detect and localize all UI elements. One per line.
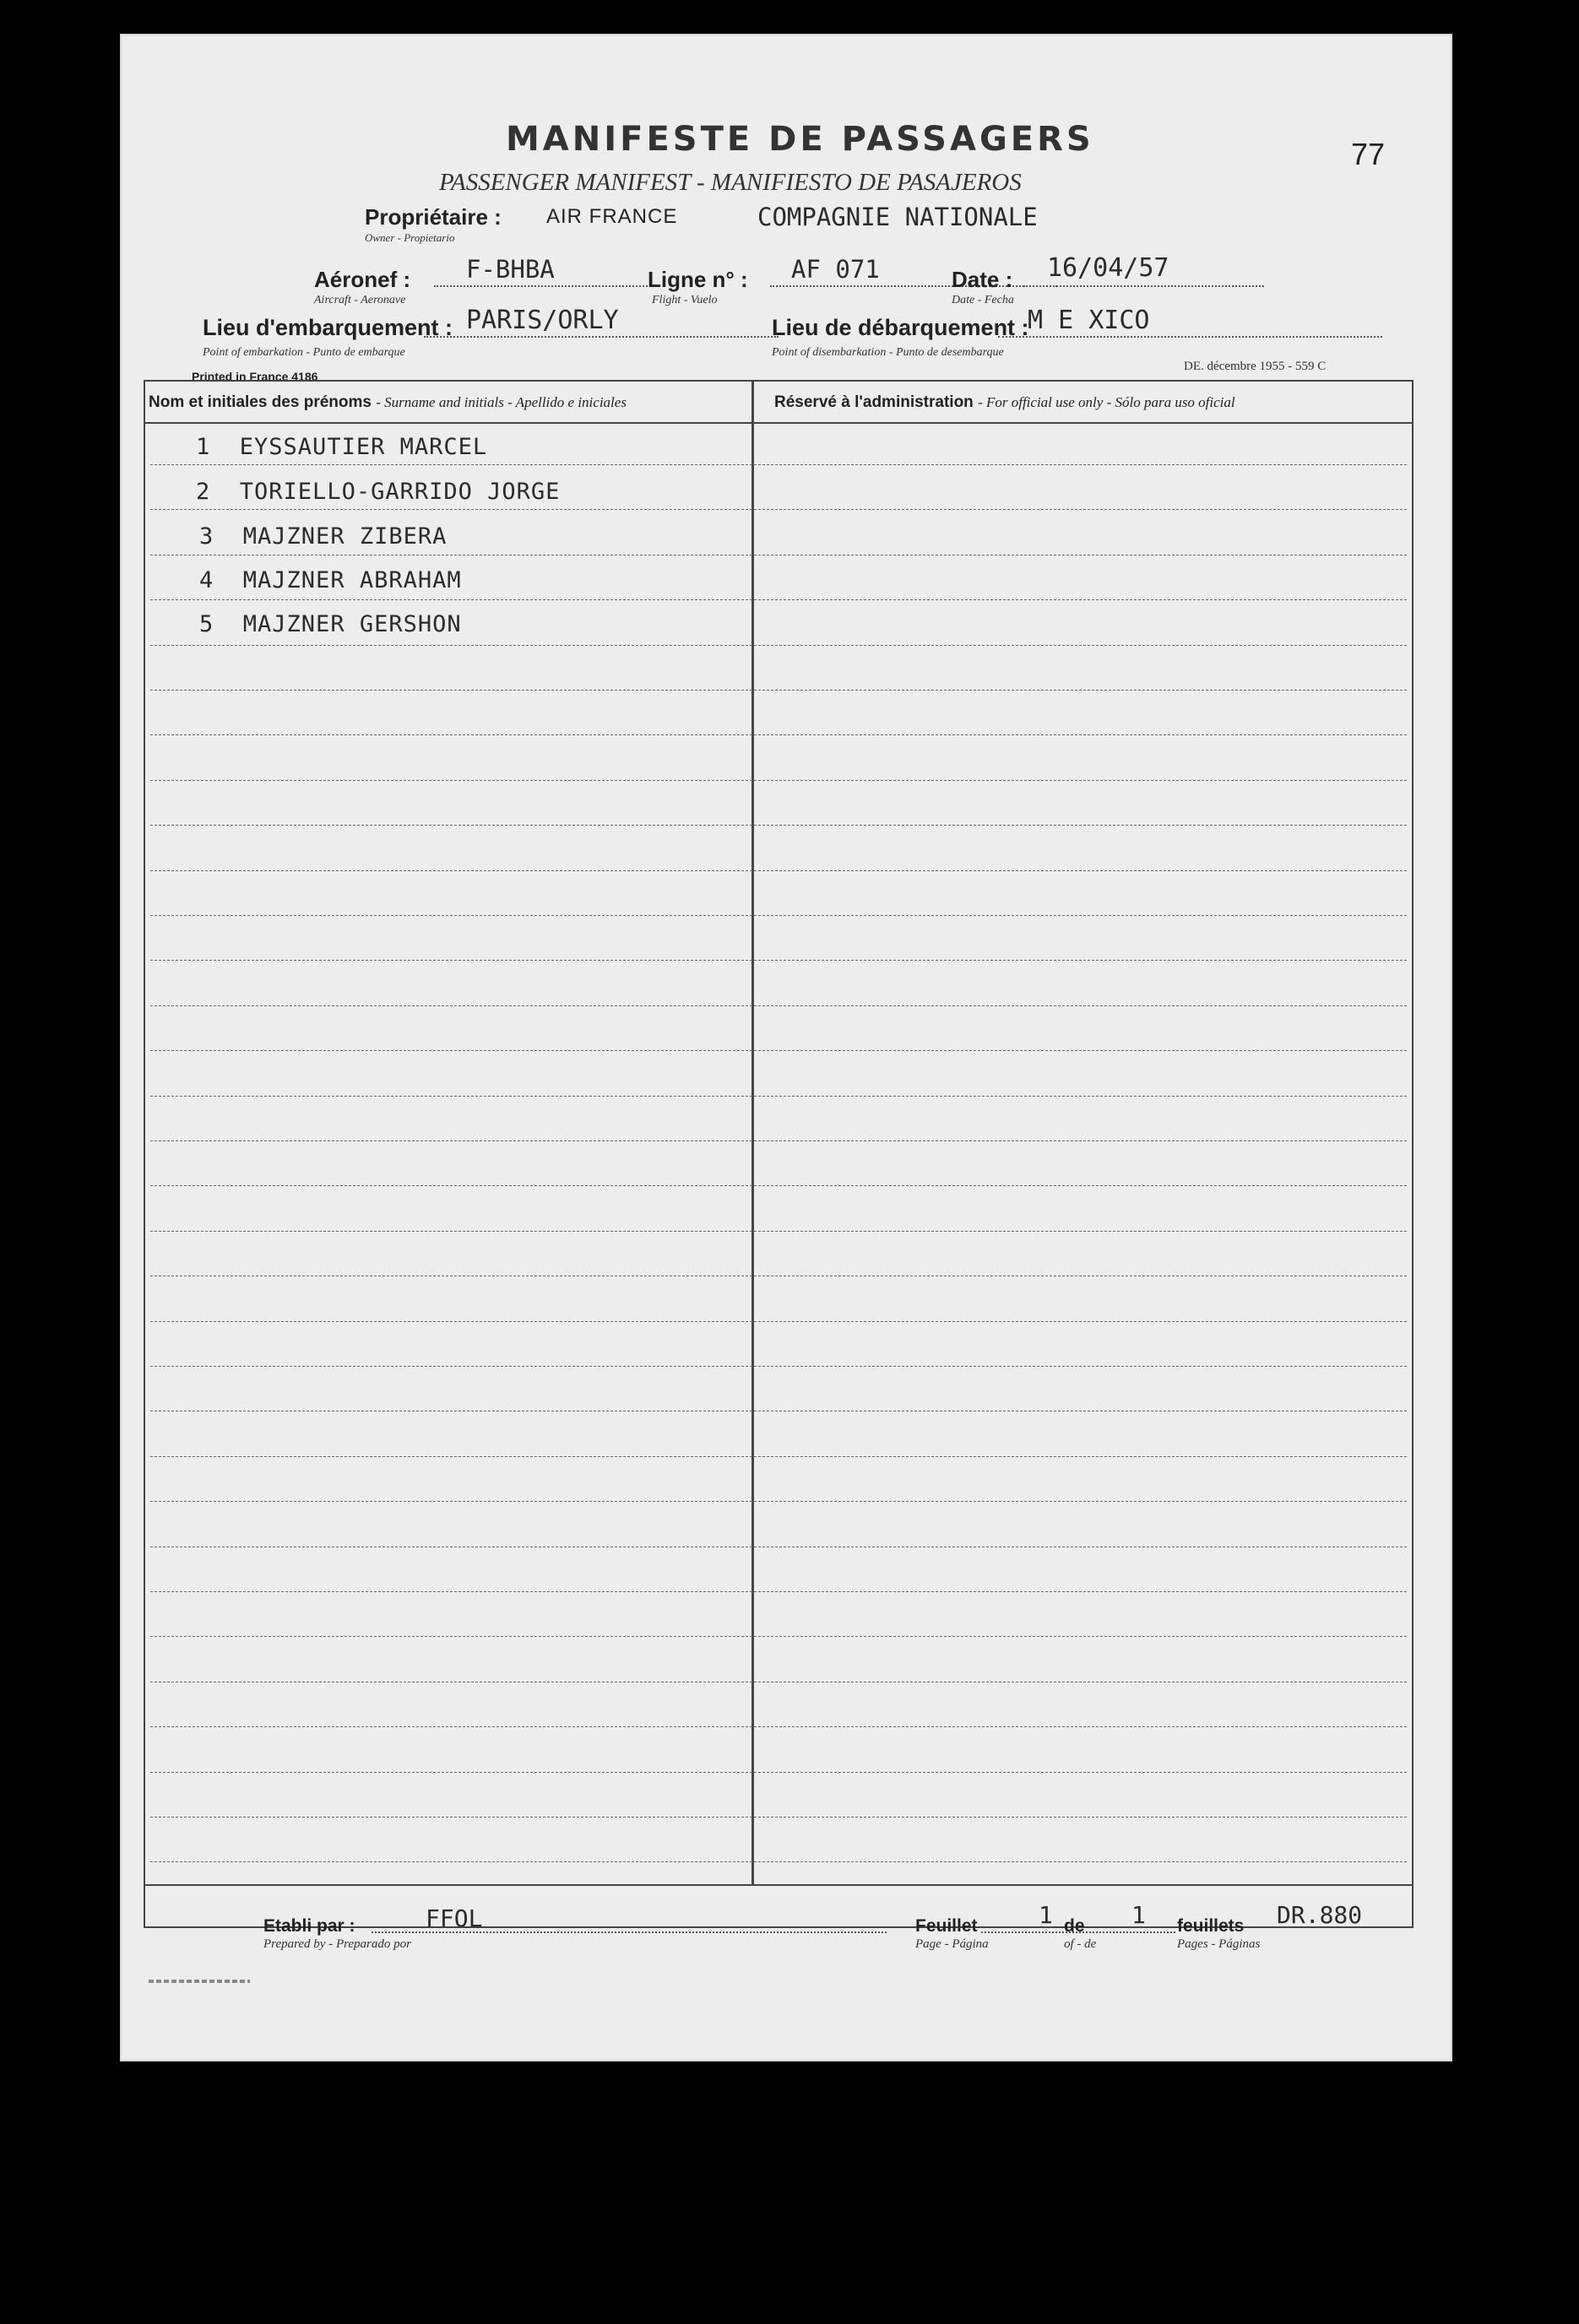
table-row-rule [150,1366,1407,1367]
table-row-rule [150,464,1407,465]
form-title: MANIFESTE DE PASSAGERS [506,120,1094,159]
date-value: 16/04/57 [1047,253,1169,283]
col-name-header-sub: - Surname and initials - Apellido e iniciales [376,394,627,410]
table-row-rule [150,1185,1407,1186]
passenger-name: MAJZNER ABRAHAM [242,567,462,593]
table-row-rule [150,915,1407,916]
printer-imprint-mark [149,1980,250,1983]
passenger-number: 2 [196,479,211,505]
date-label: Date : [952,267,1013,292]
passenger-name: MAJZNER GERSHON [242,611,462,637]
col-admin-header-main: Réservé à l'administration [774,393,974,411]
sheets-label: feuillets [1177,1916,1245,1936]
passenger-row-4 [199,567,462,593]
table-row-rule [150,1772,1407,1773]
prepared-by-sublabel: Prepared by - Preparado por [263,1937,411,1951]
table-row-rule [150,870,1407,871]
table-row-rule [150,645,1407,646]
passenger-name: MAJZNER ZIBERA [242,523,448,550]
passenger-number: 5 [199,611,214,637]
passenger-table [144,380,1414,1951]
table-row-rule [150,599,1407,600]
flight-sublabel: Flight - Vuelo [652,294,718,306]
passenger-number: 3 [199,523,214,550]
pages-sublabel: Pages - Páginas [1177,1937,1261,1951]
table-row-rule [150,1726,1407,1727]
form-reference: DR.880 [1277,1901,1363,1929]
prepared-by-label: Etabli par : [263,1916,355,1936]
owner-typed-value: COMPAGNIE NATIONALE [757,203,1038,231]
table-row-rule [150,825,1407,826]
embarkation-value: PARIS/ORLY [466,306,619,335]
col-admin-header-sub: - For official use only - Sólo para uso oficial [978,394,1235,410]
table-row-rule [150,1456,1407,1457]
disembarkation-label: Lieu de débarquement : [772,315,1029,340]
table-row-rule [150,1636,1407,1637]
form-subtitle: PASSENGER MANIFEST - MANIFIESTO DE PASAJEROS [439,169,1022,196]
aircraft-label: Aéronef : [314,267,411,292]
passenger-number: 1 [196,434,211,460]
passenger-row-1 [196,434,487,460]
table-bottom-rule [145,1884,1412,1886]
disembarkation-value: M E XICO [1028,306,1150,335]
table-row-rule [150,1050,1407,1051]
of-value: 1 [1131,1901,1146,1929]
passenger-row-2 [196,479,560,505]
owner-label: Propriétaire : [365,204,502,230]
disembarkation-sublabel: Point of disembarkation - Punto de desembarque [772,346,1004,359]
passenger-name: EYSSAUTIER MARCEL [239,434,488,460]
column-divider [752,382,754,1884]
passenger-row-5 [199,611,462,637]
col-name-header [149,393,627,412]
sheet-label: Feuillet [915,1916,978,1936]
table-row-rule [150,1321,1407,1322]
passenger-number: 4 [199,567,214,593]
table-row-rule [150,509,1407,510]
col-admin-header [774,393,1235,412]
table-row-rule [150,690,1407,691]
of-label: de [1064,1916,1085,1936]
embarkation-label: Lieu d'embarquement : [203,315,453,340]
form-code: DE. décembre 1955 - 559 C [1184,360,1327,373]
table-row-rule [150,1501,1407,1502]
prepared-by-value: FFOL [426,1904,483,1932]
table-row-rule [150,1231,1407,1232]
flight-value: AF 071 [791,255,880,284]
aircraft-sublabel: Aircraft - Aeronave [314,294,406,306]
page-number: 77 [1351,137,1386,171]
embarkation-sublabel: Point of embarkation - Punto de embarque [203,346,405,359]
aircraft-value: F-BHBA [466,255,555,284]
owner-sublabel: Owner - Propietario [365,231,455,244]
page-sublabel: Page - Página [915,1937,989,1951]
of-sublabel: of - de [1064,1937,1097,1951]
table-row-rule [150,960,1407,961]
printed-in-note: Printed in France 4186 [192,370,318,383]
table-row-rule [150,1096,1407,1097]
table-row-rule [150,734,1407,735]
owner-printed-value: AIR FRANCE [546,205,678,228]
sheet-value: 1 [1039,1901,1053,1929]
table-row-rule [150,780,1407,781]
table-row-rule [150,1005,1407,1006]
flight-label: Ligne n° : [648,267,748,292]
passenger-row-3 [199,523,447,550]
table-header-rule [145,422,1412,424]
date-sublabel: Date - Fecha [952,294,1014,306]
table-row-rule [150,1140,1407,1141]
table-row-rule [150,1591,1407,1592]
passenger-name: TORIELLO-GARRIDO JORGE [239,479,561,505]
manifest-sheet [120,34,1452,2061]
table-row-rule [150,1861,1407,1862]
col-name-header-main: Nom et initiales des prénoms [149,393,372,411]
